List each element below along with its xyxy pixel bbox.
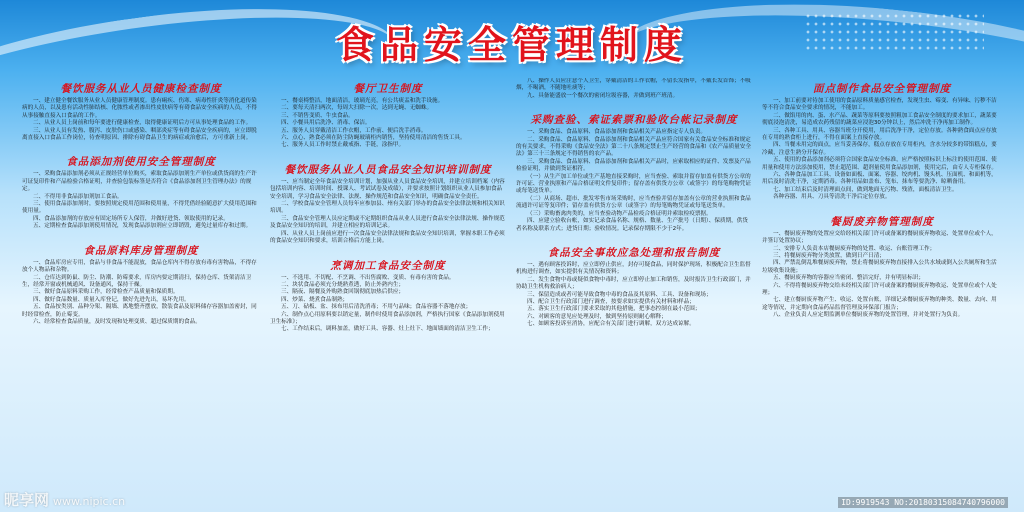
rule-paragraph: 二、学校食品安全管理人员每年应参加县、州有关部门举办的食品安全法律法规和相关知识培训。	[270, 201, 505, 215]
rule-paragraph: 二、发生食物中毒或疑似食物中毒时，应立即停止加工和销售，及时报告卫生行政部门，并协助卫生机构救治病人；	[516, 276, 751, 291]
section-spacer	[516, 332, 752, 338]
rule-paragraph: 四、炒菜、烧煮食品制熟；	[281, 296, 349, 303]
rule-paragraph: 四、做好食品数量、质量入库登记，做好先进先出，易坏先用。	[33, 296, 190, 303]
rule-section	[762, 214, 1002, 320]
rule-section	[516, 245, 752, 329]
section-body	[516, 78, 752, 100]
rule-paragraph: 四、当餐未用完的面点，应当妥善保存，糕点存放在专用柜内，含水分较多的带馅糕点，要冷藏，注意生熟分开保存。	[762, 142, 997, 156]
section-spacer	[270, 153, 506, 159]
rule-section	[22, 243, 260, 327]
rule-paragraph: 二、仓库达到防鼠、防尘、防潮、防霉要求，库房内要定期清扫，保持仓库、货架清洁卫生，经常开窗或机械通风、设备通风，保持干燥。	[22, 274, 252, 288]
rule-section	[270, 81, 506, 150]
rule-paragraph: 四、配合卫生行政部门进行调查，按要求如实提供有关材料和样品；	[527, 298, 695, 305]
rule-paragraph: 二、块状食品必须充分烧熟煮透，防止外熟内生；	[281, 281, 405, 288]
rule-paragraph: 七、建立餐厨废弃物产生、收运、处置台账，详细记录餐厨废弃物的种类、数量、去向、用途等情况，并定期向食品药品监督管理及环保部门报告；	[762, 297, 997, 311]
section-body	[762, 98, 1002, 202]
column-2	[270, 78, 506, 496]
section-spacer	[270, 337, 506, 343]
rule-paragraph: 五、食品按类别、品种分架、隔墙、离地整齐摆放，散装食品及原料储存容器加盖密封，同时经常检查，防止霉变。	[22, 304, 257, 318]
rule-paragraph: 三、不销售变质、牛虫食品。	[281, 112, 354, 119]
rule-section	[270, 258, 506, 334]
rule-paragraph: 四、严禁乱倒乱堆餐厨废弃物，禁止将餐厨废弃物直接排入公共水域或倒入公共厕所和生活垃圾收集设施；	[762, 260, 997, 274]
rule-paragraph: 五、使用的食品添加剂必须符合国家食品安全标准，应严格按照标识上标注的使用范围、使用量和使用方法添加使用，禁止超范围、超剂量使用食品添加剂，使用完后，由专人专柜保存。	[762, 157, 997, 171]
rule-paragraph: 六、点心、熟食必须在防尘防蝇玻璃柜内销售，坚持使用清洁的售货工具。	[281, 135, 466, 142]
rule-paragraph: 三、各种工具、用具、容器当班分开使用，用后洗净干净，定位存放。各种熟食面点应存放在专用的熟食柜上进行，不得在面案上直接存放。	[762, 127, 997, 142]
rule-paragraph: 二、采购食品、食品原料、食品添加剂和食品相关产品应符合国家有关食品安全标准和规定的有关要求，不得采购《食品安全法》第二十八条规定禁止生产经营的食品和《农产品质量安全法》第三十三条规定不得销售的农产品。	[516, 136, 751, 158]
rule-paragraph: 一、加工前要对待加工使用的食品原料质量感官检查，发现生虫、霉变、有异味、污秽不洁等不符合食品安全要求的情况，不能加工。	[762, 98, 997, 112]
rule-paragraph: 一、采购食品、食品原料、食品添加剂和食品相关产品应指定专人负责。	[527, 129, 707, 136]
section-title: 烹调加工食品安全制度	[330, 259, 446, 272]
watermark-brand-name: 昵享网	[4, 491, 50, 509]
rule-paragraph: 一、餐厨废弃物的处置应交给经相关部门许可或备案的餐厨废弃物收运、处置单位或个人，并签订处置协议；	[762, 230, 997, 245]
section-body	[516, 129, 752, 233]
section-spacer	[762, 323, 1002, 329]
watermark-id: ID:9919543 NO:20180315084740796000	[838, 497, 1008, 508]
watermark-url: www.nipic.cn	[53, 495, 126, 508]
rule-paragraph: （一）从生产加工单位或生产基地直接采购时，应当查验、索取并留存加盖有供货方公章的许可证、营业执照和产品合格证明文件复印件；留存盖有供货方公章（或签字）的每笔购物凭证或每笔送货单。	[516, 173, 751, 195]
rule-paragraph: （二）从商场、超市、批发零售市场采购时，应当查验并留存加盖有公章的营业执照和食品流通许可证等复印件；留存盖有供货方公章（或签字）的每笔购物凭证或每笔送货单。	[516, 195, 751, 210]
rule-section	[22, 154, 260, 230]
rule-paragraph: 一、采购食品添加剂必须从正规经营单位购买，索取食品添加剂生产单位或供货商的生产许可证复印件和产品检验合格证明，并查验包装标签是否符合《食品添加剂卫生管理办法》的规定。	[22, 171, 257, 193]
rule-section	[516, 112, 752, 233]
section-body	[22, 98, 260, 142]
rule-paragraph: 六、制作点心用原料要以销定量，制作时使用食品添加剂，严格执行国家《食品添加剂使用卫生标准》；	[270, 311, 505, 325]
page-title: 食品安全管理制度	[335, 23, 688, 67]
rule-paragraph: 一、遇有顾客投诉时，应立即停止供应，封存可疑食品，同时保护现场，积极配合卫生监督机构进行调查，如实提供有关情况和资料；	[516, 261, 751, 276]
rule-paragraph: 七、如顾客投诉至消协，应配合有关部门进行调解，双方达成谅解。	[527, 321, 695, 328]
rules-board	[22, 78, 1002, 496]
rule-paragraph: 三、采购食品、食品原料、食品添加剂和食品相关产品时，应索取相应的证件、发票及产品检验证明，并做到货证相符。	[516, 158, 751, 173]
rule-paragraph: 五、刀、砧板、盆、抹布用后清洗消毒；不用勺品味；食品容器不落地存放；	[281, 304, 472, 311]
section-body	[270, 98, 506, 150]
rule-paragraph: 五、服务人员穿戴清洁工作衣帽，工作前、便后洗手消毒。	[281, 127, 427, 134]
section-title: 餐厨废弃物管理制度	[830, 215, 934, 228]
section-title: 餐饮服务从业人员健康检查制度	[60, 83, 222, 95]
rule-paragraph: （三）采购畜禽肉类的，应当查验动物产品检疫合格证明并索取检疫票据。	[527, 210, 712, 217]
section-spacer	[516, 103, 752, 109]
rule-paragraph: 五、餐厨废弃物的容器应当密闭、整洁完好，并有明显标识；	[773, 275, 925, 282]
rule-paragraph: 一、餐桌椅整洁，地面清洁，玻璃光亮，有公共痰盂和洗手设施。	[281, 98, 444, 104]
rule-paragraph: 三、做好食品原料采购工作，经常检查产品质量和保质期。	[33, 289, 179, 296]
rule-paragraph: 四、小餐具用后洗净、消毒、保洁。	[281, 120, 371, 127]
rule-paragraph: 七、工作结束后，调料加盖，做好工具、容器、灶上灶下、地面墙面的清洁卫生工作；	[281, 326, 494, 333]
column-4	[762, 78, 1002, 496]
rule-paragraph: 各种容器、用具、刀具等清洗干净后定位存放。	[773, 194, 891, 201]
section-body	[22, 260, 260, 327]
rule-paragraph: 二、不得用非食品添加剂加工食品。	[33, 193, 123, 200]
rule-paragraph: 六、经常检查食品质量，及时发现和处理变质、超过保质期的食品。	[33, 318, 201, 325]
section-body	[22, 171, 260, 230]
rule-paragraph: 二、要每天清扫两次，每周大扫除一次，达到无蝇、无蜘蛛。	[281, 105, 433, 112]
rule-section	[22, 81, 260, 142]
rule-paragraph: 六、各种食品加工工具、设备如面板、面案、容器、绞肉机、馒头机、压面机、和面机等，用后及时清洗干净，定期消毒。各种用品如盖布、笼布、抹布等要洗净、晾晒备用。	[762, 172, 997, 186]
column-3	[516, 78, 752, 496]
rule-paragraph: 二、做馅用的肉、蛋、水产品、蔬菜等原料要按照粗加工食品安全制度的要求加工，蔬菜要彻底浸泡清洗，易造成农药残留的蔬菜应浸泡30分钟以上，然后冲洗干净再加工制作。	[762, 112, 997, 127]
section-title: 食品安全事故应急处理和报告制度	[547, 246, 721, 259]
rule-paragraph: 三、保留造成或者可能导致食物中毒的食品及其原料、工具、设备和现场；	[527, 291, 712, 298]
rule-paragraph: 七、加工结束后及时清理面点间，做到地面无污物、残渣，面板清洁卫生。	[773, 186, 958, 193]
section-spacer	[270, 249, 506, 255]
rule-paragraph: 四、从业人员上岗前应进行一次食品安全法律法规和食品安全知识培训，掌握本职工作必须的食品安全知识和要求，培训合格后方能上岗。	[270, 230, 505, 245]
rule-paragraph: 六、不得将餐厨废弃物交给未经相关部门许可或备案的餐厨废弃物收运、处置单位或个人处理；	[762, 282, 997, 296]
rule-paragraph: 一、应当制定全年食品安全培训计划，加强从业人员食品安全培训，并建立培训档案（内容包括培训内容、培训时间、授课人、考试试卷及成绩），并要求按照计划组织从业人员参加食品安全培训，学习食品安全法律、法规、操作规范和食品安全知识，明确食品安全责任。	[270, 178, 505, 200]
rule-section	[270, 162, 506, 246]
section-spacer	[22, 234, 260, 240]
section-spacer	[516, 236, 752, 242]
section-title: 餐饮服务从业人员食品安全知识培训制度	[284, 163, 492, 176]
rule-paragraph: 二、从业人员上岗前和每年要进行健康检查，取得健康证明后方可从事处理食品的工作。	[33, 120, 252, 127]
section-body	[516, 262, 752, 329]
section-spacer	[22, 145, 260, 151]
column-1	[22, 78, 260, 496]
section-body	[270, 179, 506, 246]
section-title: 食品原料库房管理制度	[83, 244, 199, 257]
rule-section	[516, 78, 752, 100]
section-spacer	[762, 205, 1002, 211]
rule-paragraph: 六、对顾客的意见应处理及时，做到坚持原则耐心解释；	[527, 313, 667, 320]
rule-paragraph: 二、安排专人负责本店餐厨废弃物的处置、收运、台账管理工作；	[773, 245, 936, 252]
rule-paragraph: 一、食品库房应专用，食品与非食品不能混放，食品仓库内不得存放有毒有害物品，不得存放个人物品和杂物。	[22, 259, 257, 274]
rule-paragraph: 三、食品安全管理人员应定期或不定期组织食品从业人员进行食品安全法律法规、操作规范及食品安全知识的培训，并建立相应的培训记录。	[270, 215, 505, 230]
rule-paragraph: 一、建立健全餐饮服务从业人员健康管理制度。患有痢疾、伤寒、病毒性肝炎等消化道传染病的人员，以及患有活动性肺结核、化脓性或者渗出性皮肤病等有碍食品安全疾病的人员，不得从事接触直接入口食品的工作。	[22, 98, 257, 119]
rule-paragraph: 四、食品添加剂的存放应有固定场所专人保管，并做好进货、领取使用的记录。	[33, 215, 229, 222]
rule-paragraph: 一、不选用、不切配、不烹调、不出售腐败、变质、有毒有害的食品。	[281, 274, 455, 281]
section-body	[762, 231, 1002, 320]
rule-paragraph: 九、具备能盛放一个餐次的密闭垃圾容器，并做到班产班清。	[527, 92, 679, 99]
rule-paragraph: 三、从业人员有发热、腹泻、皮肤伤口或感染、咽部炎症等有碍食品安全疾病的，应立即脱离直接入口食品工作岗位，待查明原因、排除有碍食品卫生的病症或治愈后，方可重新上岗。	[22, 127, 257, 142]
section-title: 餐厅卫生制度	[353, 83, 423, 95]
section-title: 食品添加剂使用安全管理制度	[66, 156, 216, 169]
rule-paragraph: 八、企业负责人应定期监测单位餐厨废弃物的处置管理，并对处置行为负责。	[773, 312, 964, 319]
rule-paragraph: 七、服务人员工作时禁止戴戒指、手链，涂指甲。	[281, 142, 405, 149]
section-body	[270, 275, 506, 334]
section-title: 面点制作食品安全管理制度	[813, 83, 951, 95]
rule-paragraph: 三、将餐厨废弃物分类放置，做到日产日清；	[773, 252, 885, 259]
rule-paragraph: 三、使用食品添加剂时，要按照规定使用范围和使用量，不得凭借经验随意扩大使用范围和使用量。	[22, 201, 257, 215]
section-spacer	[22, 329, 260, 335]
rule-paragraph: 五、定期检查食品添加剂使用情况，发现食品添加剂应立即销毁，避免过量库存和过期。	[33, 223, 252, 230]
rule-paragraph: 三、隔夜、隔餐及外购熟食回锅彻底加热后供应；	[281, 289, 405, 296]
rule-paragraph: 五、落实卫生行政部门要求采取的其他措施，把事态控制在最小范围；	[527, 306, 701, 313]
rule-section	[762, 81, 1002, 202]
rule-paragraph: 四、应建立验收台帐，如实记录食品名称、规格、数量、生产批号（日期）、保质期，供货者名称及联系方式；进货日期；验收情况。记录保存期限不少于2年。	[516, 218, 748, 232]
rule-paragraph: 八、操作人员应注意个人卫生，穿戴清洁的工作衣帽，不留长发指甲，不戴长发首饰；不吸烟，不喝酒，不随地吐痰等；	[516, 78, 751, 92]
watermark-brand	[4, 489, 125, 510]
section-title: 采购查验、索证索票和验收台帐记录制度	[530, 114, 738, 127]
